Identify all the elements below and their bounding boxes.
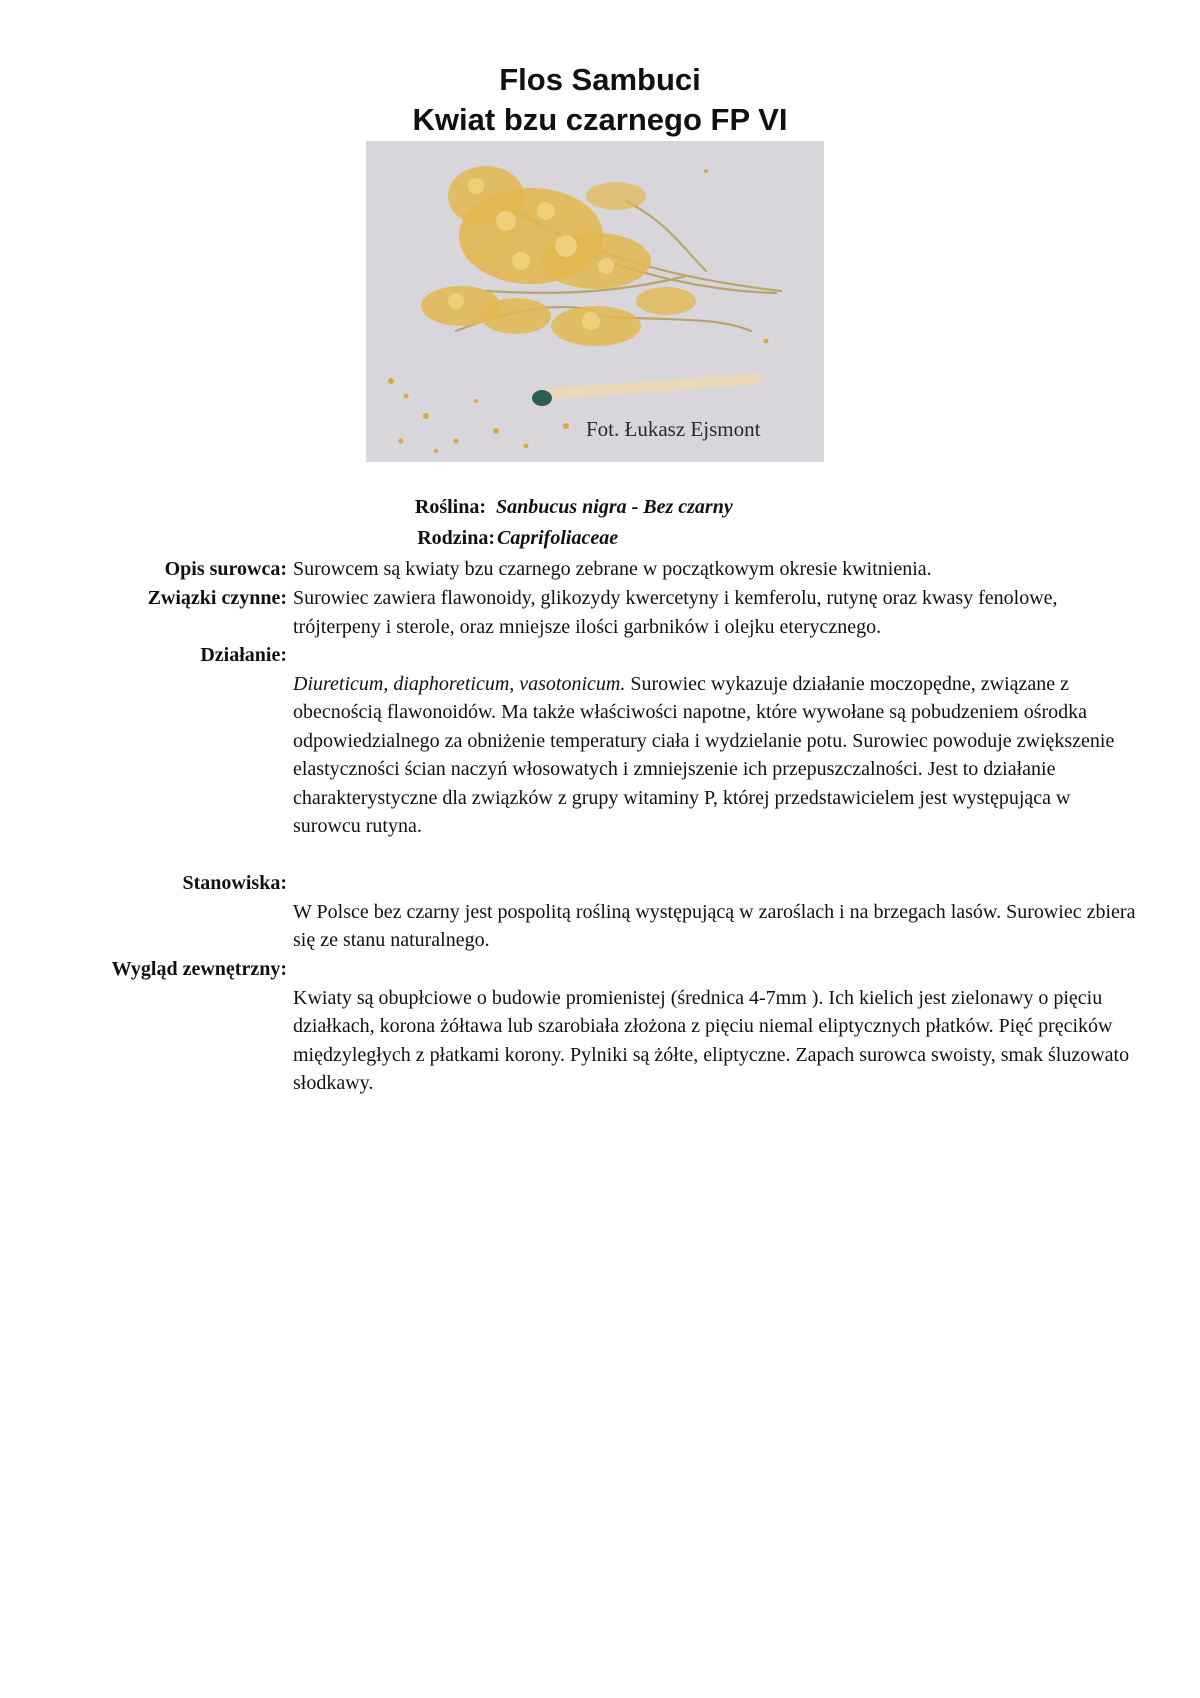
specimen-photo bbox=[366, 141, 824, 462]
action-description: Surowiec wykazuje działanie moczopędne, związane z obecnością flawonoidów. Ma także właściwości napotne, które wywołane są pobudzeniem ośrodka odpowiedzialnego za obniżenie temperatury ciała i wydzielanie potu. Surowiec powoduje zwiększenie elastyczności ścian naczyń włosowatych i zmniejszenie ich przepuszczalności. Jest to działanie charakterystyczne dla związków z grupy witaminy P, której przedstawicielem jest występująca w surowcu rutyna. bbox=[293, 672, 1115, 837]
title-latin: Flos Sambuci bbox=[499, 62, 701, 97]
section-text bbox=[293, 670, 1138, 841]
section-label: Wygląd zewnętrzny: bbox=[111, 958, 287, 980]
family-label: Rodzina: bbox=[417, 527, 495, 549]
section-label: Działanie: bbox=[200, 644, 287, 666]
section-label: Opis surowca: bbox=[164, 558, 287, 580]
section-label: Stanowiska: bbox=[182, 872, 287, 894]
title-polish: Kwiat bzu czarnego FP VI bbox=[412, 102, 788, 137]
section-text: Kwiaty są obupłciowe o budowie promienistej (średnica 4-7mm ). Ich kielich jest zielonawy o pięciu działkach, korona żółtawa lub szarobiała złożona z pięciu niemal eliptycznych płatków. Pięć pręcików międzyległych z płatkami korony. Pylniki są żółte, eliptyczne. Zapach surowca swoisty, smak śluzowato słodkawy. bbox=[293, 986, 1130, 1094]
family-value: Caprifoliaceae bbox=[497, 527, 619, 549]
plant-label: Roślina: bbox=[414, 496, 486, 518]
section-text: W Polsce bez czarny jest pospolitą rośliną występującą w zaroślach i na brzegach lasów. Surowiec zbiera się ze stanu naturalnego. bbox=[293, 900, 1136, 951]
photo-credit: Fot. Łukasz Ejsmont bbox=[586, 417, 761, 441]
title-block bbox=[0, 60, 1200, 140]
plant-value: Sanbucus nigra - Bez czarny bbox=[496, 496, 733, 518]
section-text: Surowcem są kwiaty bzu czarnego zebrane w początkowym okresie kwitnienia. bbox=[293, 558, 932, 580]
dried-elderflower-illustration bbox=[366, 141, 824, 462]
section-label: Związki czynne: bbox=[147, 587, 287, 609]
action-terms: Diureticum, diaphoreticum, vasotonicum. bbox=[293, 672, 626, 695]
section-text: Surowiec zawiera flawonoidy, glikozydy kwercetyny i kemferolu, rutynę oraz kwasy fenolowe, trójterpeny i sterole, oraz mniejsze ilości garbników i olejku eterycznego. bbox=[293, 587, 1058, 638]
